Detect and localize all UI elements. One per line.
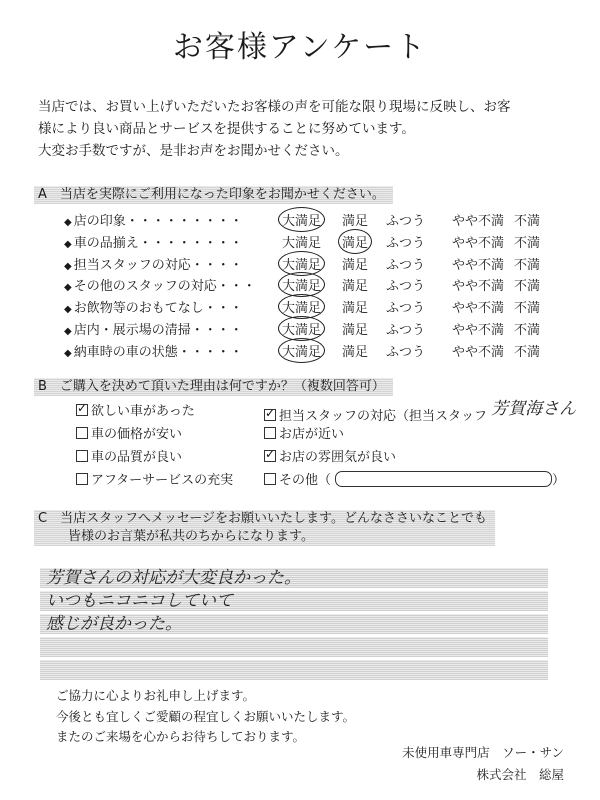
rating-option[interactable]: 大満足: [282, 275, 321, 294]
section-c-header-line: 皆様のお言葉が私共のちからになります。: [68, 529, 314, 544]
shop-name: 未使用車専門店 ソー・サン: [402, 745, 564, 760]
company-name: 株式会社 総屋: [476, 767, 564, 782]
rating-option[interactable]: 満足: [342, 257, 369, 273]
rating-option[interactable]: ふつう: [386, 214, 426, 229]
message-line: 感じが良かった。: [40, 614, 548, 634]
reason-item[interactable]: ✓ 担当スタッフの対応（担当スタッフ 芳賀海さん: [264, 400, 576, 425]
rating-row: [64, 208, 584, 230]
reason-item[interactable]: ✓欲しい車があった: [76, 400, 195, 419]
message-box[interactable]: [40, 568, 548, 683]
reason-item[interactable]: 車の品質が良い: [76, 446, 182, 465]
reason-item[interactable]: ✓ お店の雰囲気が良い: [264, 446, 396, 465]
rating-question: ◆ 納車時の車の状態・・・・・: [64, 344, 243, 360]
shop-info: [402, 742, 564, 786]
rating-option[interactable]: 不満: [514, 214, 541, 229]
rating-option[interactable]: やや不満: [452, 214, 505, 229]
closing-line: ご協力に心よりお礼申し上げます。: [56, 688, 256, 703]
message-line: [40, 637, 548, 657]
diamond-bullet-icon: ◆: [64, 347, 72, 359]
rating-question: ◆ 店内・展示場の清掃・・・・: [64, 322, 243, 338]
intro-line: 大変お手数ですが、是非お声をお聞かせください。: [38, 143, 349, 159]
rating-option[interactable]: 不満: [514, 235, 541, 251]
rating-question: ◆ 担当スタッフの対応・・・・: [64, 257, 243, 273]
reason-item[interactable]: お店が近い: [264, 423, 344, 442]
section-c-header-line: C 当店スタッフへメッセージをお願いいたします。どんなささいなことでも: [38, 511, 487, 526]
rating-option[interactable]: 不満: [514, 344, 541, 360]
checkbox[interactable]: [264, 409, 276, 421]
rating-option[interactable]: 不満: [514, 322, 541, 338]
rating-question: ◆ お飲物等のおもてなし・・・: [64, 301, 243, 317]
section-b-header: B ご購入を決めて頂いた理由は何ですか？（複数回答可）: [34, 378, 393, 396]
rating-option[interactable]: 大満足: [282, 235, 322, 251]
rating-option[interactable]: 大満足: [282, 297, 321, 316]
rating-question: ◆ 車の品揃え・・・・・・・・: [64, 235, 243, 251]
rating-option[interactable]: 大満足: [282, 319, 321, 338]
checkbox[interactable]: [76, 473, 88, 485]
rating-row: [64, 317, 584, 339]
rating-option[interactable]: 大満足: [282, 210, 321, 229]
reason-item[interactable]: その他（ ）: [264, 469, 565, 488]
diamond-bullet-icon: ◆: [64, 260, 72, 272]
closing-text: [56, 686, 355, 748]
rating-option[interactable]: ふつう: [386, 301, 426, 317]
rating-question: ◆ 店の印象・・・・・・・・・: [64, 214, 243, 229]
rating-table: [64, 208, 584, 361]
rating-row: [64, 273, 584, 295]
checkbox[interactable]: [76, 450, 88, 462]
rating-option[interactable]: ふつう: [386, 344, 426, 360]
section-c-header: [34, 510, 495, 546]
intro-line: 当店では、お買い上げいただいたお客様の声を可能な限り現場に反映し、お客: [38, 99, 511, 115]
handwritten-staff-name: 芳賀海さん: [491, 399, 577, 419]
rating-option[interactable]: 不満: [514, 301, 541, 317]
rating-option[interactable]: ふつう: [386, 257, 426, 273]
reason-item[interactable]: 車の価格が安い: [76, 423, 182, 442]
rating-option[interactable]: やや不満: [452, 322, 505, 338]
message-line: 芳賀さんの対応が大変良かった。: [40, 568, 548, 588]
rating-option[interactable]: 大満足: [282, 254, 321, 273]
rating-option[interactable]: やや不満: [452, 257, 505, 273]
diamond-bullet-icon: ◆: [64, 217, 72, 228]
diamond-bullet-icon: ◆: [64, 325, 72, 337]
checkbox[interactable]: [264, 473, 276, 485]
diamond-bullet-icon: ◆: [64, 238, 72, 250]
rating-option[interactable]: 満足: [342, 344, 369, 360]
checkbox[interactable]: [264, 450, 276, 462]
rating-option[interactable]: やや不満: [452, 344, 505, 360]
rating-row: [64, 230, 584, 252]
checkbox[interactable]: [264, 427, 276, 439]
checkbox[interactable]: [76, 404, 88, 416]
rating-question: ◆ その他のスタッフの対応・・・: [64, 279, 256, 295]
rating-option[interactable]: 不満: [514, 257, 541, 273]
intro-line: 様により良い商品とサービスを提供することに努めています。: [38, 121, 415, 137]
rating-row: [64, 339, 584, 361]
rating-option[interactable]: やや不満: [452, 301, 505, 317]
rating-option[interactable]: 大満足: [282, 341, 321, 360]
other-input[interactable]: [335, 471, 552, 487]
rating-option[interactable]: 満足: [342, 214, 369, 229]
rating-option[interactable]: やや不満: [452, 279, 505, 295]
message-line: [40, 660, 548, 680]
rating-option[interactable]: 満足: [342, 279, 369, 295]
rating-option[interactable]: ふつう: [386, 235, 426, 251]
diamond-bullet-icon: ◆: [64, 304, 72, 316]
closing-line: 今後とも宜しくご愛顧の程宜しくお願いいたします。: [56, 708, 356, 724]
rating-option[interactable]: やや不満: [452, 235, 505, 251]
closing-line: またのご来場を心からお待ちしております。: [56, 729, 306, 744]
rating-option[interactable]: ふつう: [386, 322, 426, 338]
page-title: お客様アンケート: [172, 30, 428, 65]
rating-option[interactable]: 満足: [342, 322, 369, 338]
checkbox[interactable]: [76, 427, 88, 439]
rating-row: [64, 252, 584, 274]
message-line: いつもニコニコしていて: [40, 591, 548, 611]
rating-option[interactable]: 不満: [514, 279, 541, 295]
intro-text: [38, 96, 578, 162]
rating-option[interactable]: 満足: [342, 301, 369, 317]
rating-option[interactable]: ふつう: [386, 279, 426, 295]
rating-option[interactable]: 満足: [342, 232, 368, 251]
reason-item[interactable]: アフターサービスの充実: [76, 469, 233, 488]
section-a-header: A 当店を実際にご利用になった印象をお聞かせください。: [34, 186, 393, 204]
diamond-bullet-icon: ◆: [64, 282, 72, 294]
rating-row: [64, 295, 584, 317]
